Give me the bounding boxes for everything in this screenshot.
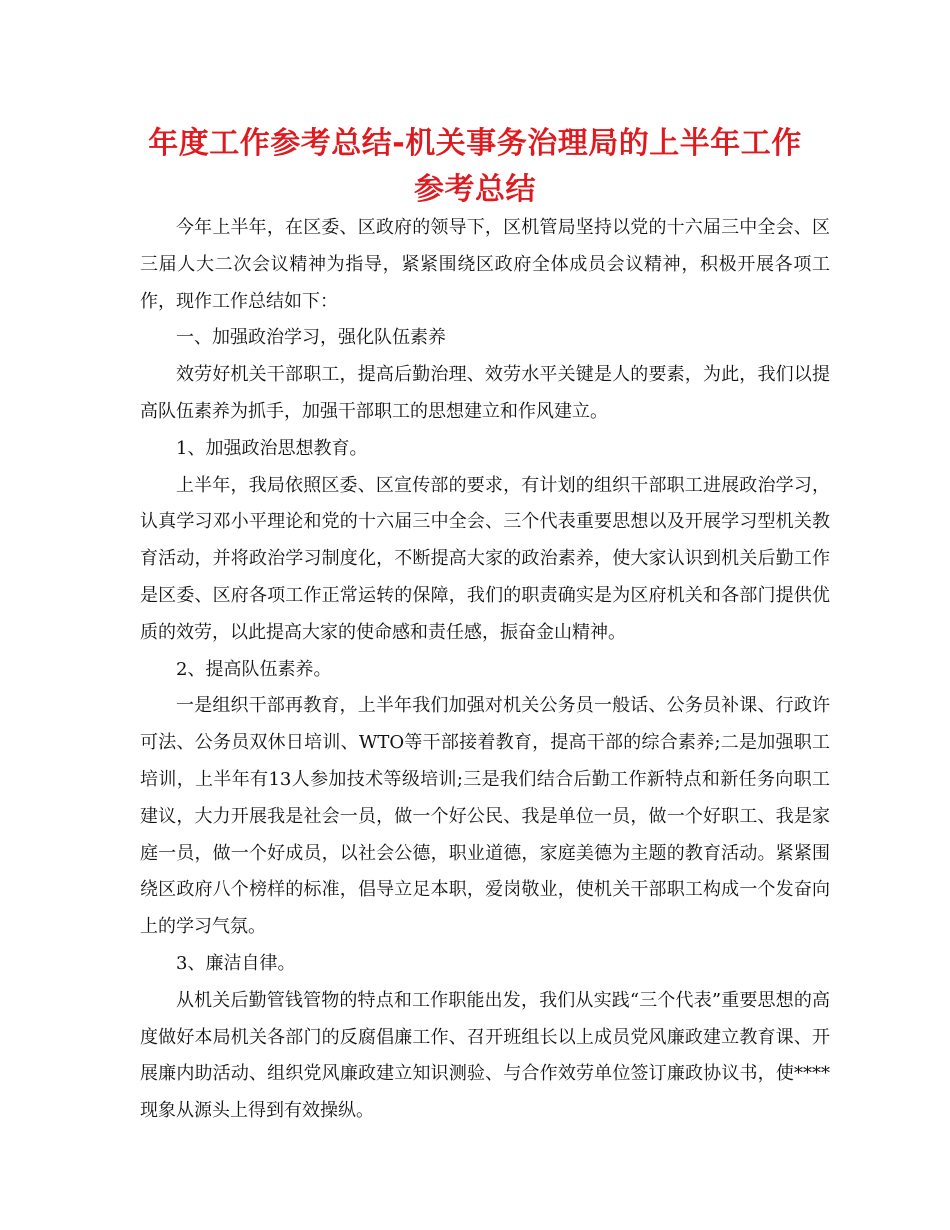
body-paragraph: 效劳好机关干部职工，提高后勤治理、效劳水平关键是人的要素，为此，我们以提高队伍素养为抓手，加强干部职工的思想建立和作风建立。 xyxy=(140,364,830,422)
subsection-heading-3: 3、廉洁自律。 xyxy=(176,952,296,974)
intro-paragraph: 今年上半年，在区委、区政府的领导下，区机管局坚持以党的十六届三中全会、区三届人大二次会议精神为指导，紧紧围绕区政府全体成员会议精神，积极开展各项工作，现作工作总结如下： xyxy=(140,217,830,312)
document-title-line-1: 年度工作参考总结-机关事务治理局的上半年工作 xyxy=(148,126,802,161)
body-paragraph: 上半年，我局依照区委、区宣传部的要求，有计划的组织干部职工进展政治学习，认真学习邓小平理论和党的十六届三中全会、三个代表重要思想以及开展学习型机关教育活动，并将政治学习制度化，不断提高大家的政治素养，使大家认识到机关后勤工作是区委、区府各项工作正常运转的保障，我们的职责确实是为区府机关和各部门提供优质的效劳，以此提高大家的使命感和责任感，振奋金山精神。 xyxy=(140,474,830,643)
body-paragraph: 从机关后勤管钱管物的特点和工作职能出发，我们从实践“三个代表”重要思想的高度做好本局机关各部门的反腐倡廉工作、召开班组长以上成员党风廉政建立教育课、开展廉内助活动、组织党风廉政建立知识测验、与合作效劳单位签订廉政协议书，使****现象从源头上得到有效操纵。 xyxy=(140,989,830,1122)
document-title-line-2: 参考总结 xyxy=(414,172,536,207)
subsection-heading-1: 1、加强政治思想教育。 xyxy=(176,437,368,459)
subsection-heading-2: 2、提高队伍素养。 xyxy=(176,658,332,680)
document-body xyxy=(140,210,830,1130)
body-paragraph: 一是组织干部再教育，上半年我们加强对机关公务员一般话、公务员补课、行政许可法、公务员双休日培训、WTO等干部接着教育，提高干部的综合素养;二是加强职工培训，上半年有13人参加技术等级培训;三是我们结合后勤工作新特点和新任务向职工建议，大力开展我是社会一员，做一个好公民、我是单位一员，做一个好职工、我是家庭一员，做一个好成员，以社会公德，职业道德，家庭美德为主题的教育活动。紧紧围绕区政府八个榜样的标准，倡导立足本职，爱岗敬业，使机关干部职工构成一个发奋向上的学习气氛。 xyxy=(140,695,830,938)
section-heading-1: 一、加强政治学习，强化队伍素养 xyxy=(176,327,446,349)
